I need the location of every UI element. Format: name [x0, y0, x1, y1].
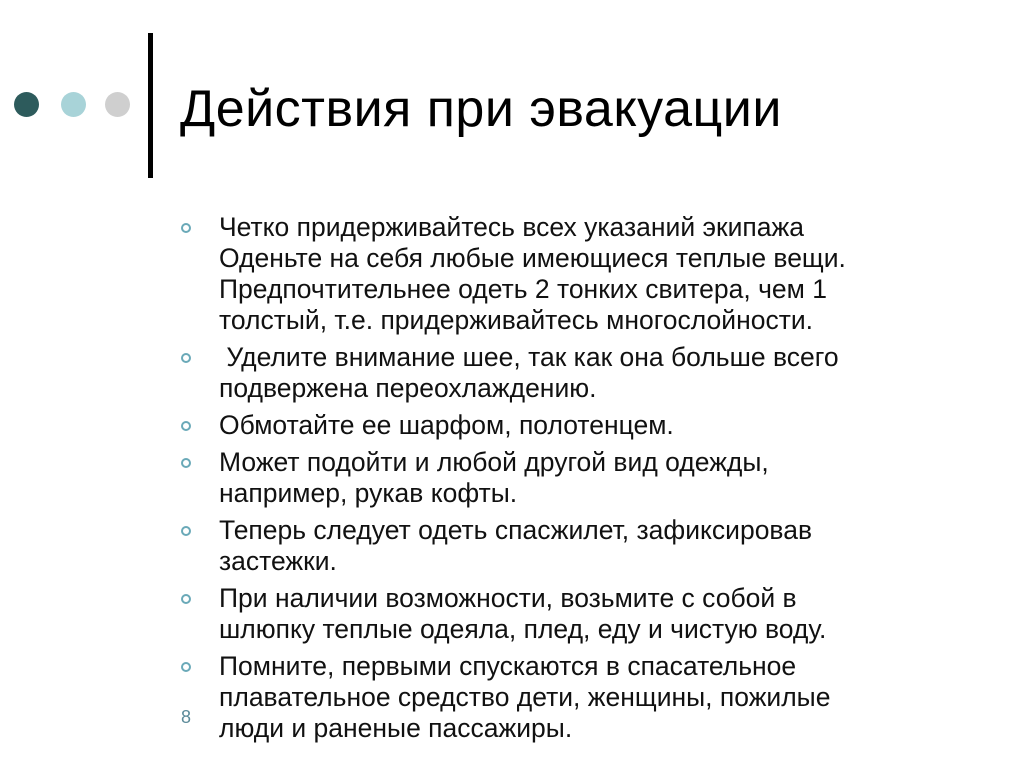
- list-item-text: [219, 342, 960, 404]
- list-item-line: Теперь следует одеть спасжилет, зафиксировав: [219, 515, 813, 545]
- list-item-line: Может подойти и любой другой вид одежды,: [219, 447, 769, 477]
- dark-teal-dot-icon: [14, 92, 39, 117]
- circle-bullet-icon: [181, 594, 191, 604]
- light-teal-dot-icon: [61, 92, 86, 117]
- circle-bullet-icon: [181, 526, 191, 536]
- list-item: [180, 212, 960, 336]
- list-item-text: [219, 515, 960, 577]
- list-item-text: [219, 651, 960, 744]
- bullet-list: [180, 212, 960, 750]
- slide-title: Действия при эвакуации: [180, 80, 782, 138]
- list-item-text: [219, 410, 960, 441]
- list-item: [180, 447, 960, 509]
- list-item-text: [219, 447, 960, 509]
- list-item-line: Обмотайте ее шарфом, полотенцем.: [219, 410, 674, 440]
- list-item: [180, 410, 960, 441]
- list-item-line: застежки.: [219, 546, 337, 576]
- list-item-line: люди и раненые пассажиры.: [219, 713, 573, 743]
- list-item-line: подвержена переохлаждению.: [219, 373, 597, 403]
- circle-bullet-icon: [181, 223, 191, 233]
- title-divider: [148, 33, 153, 178]
- list-item-text: [219, 212, 960, 336]
- circle-bullet-icon: [181, 421, 191, 431]
- list-item: [180, 342, 960, 404]
- list-item-line: Предпочтительнее одеть 2 тонких свитера, чем 1: [219, 274, 827, 304]
- list-item-line: Уделите внимание шее, так как она больше всего: [219, 342, 839, 372]
- list-item-line: Оденьте на себя любые имеющиеся теплые вещи.: [219, 243, 846, 273]
- circle-bullet-icon: [181, 662, 191, 672]
- list-item-line: Помните, первыми спускаются в спасательное: [219, 651, 797, 681]
- list-item-line: При наличии возможности, возьмите с собой в: [219, 583, 797, 613]
- list-item: [180, 515, 960, 577]
- list-item: [180, 583, 960, 645]
- list-item-line: Четко придерживайтесь всех указаний экипажа: [219, 212, 804, 242]
- page-number: 8: [181, 707, 192, 727]
- list-item-text: [219, 583, 960, 645]
- circle-bullet-icon: [181, 458, 191, 468]
- list-item-line: плавательное средство дети, женщины, пожилые: [219, 682, 831, 712]
- list-item-line: например, рукав кофты.: [219, 478, 518, 508]
- list-item-line: шлюпку теплые одеяла, плед, еду и чистую воду.: [219, 614, 827, 644]
- circle-bullet-icon: [181, 353, 191, 363]
- list-item-line: толстый, т.е. придерживайтесь многослойности.: [219, 305, 814, 335]
- gray-dot-icon: [105, 92, 130, 117]
- list-item: [180, 651, 960, 744]
